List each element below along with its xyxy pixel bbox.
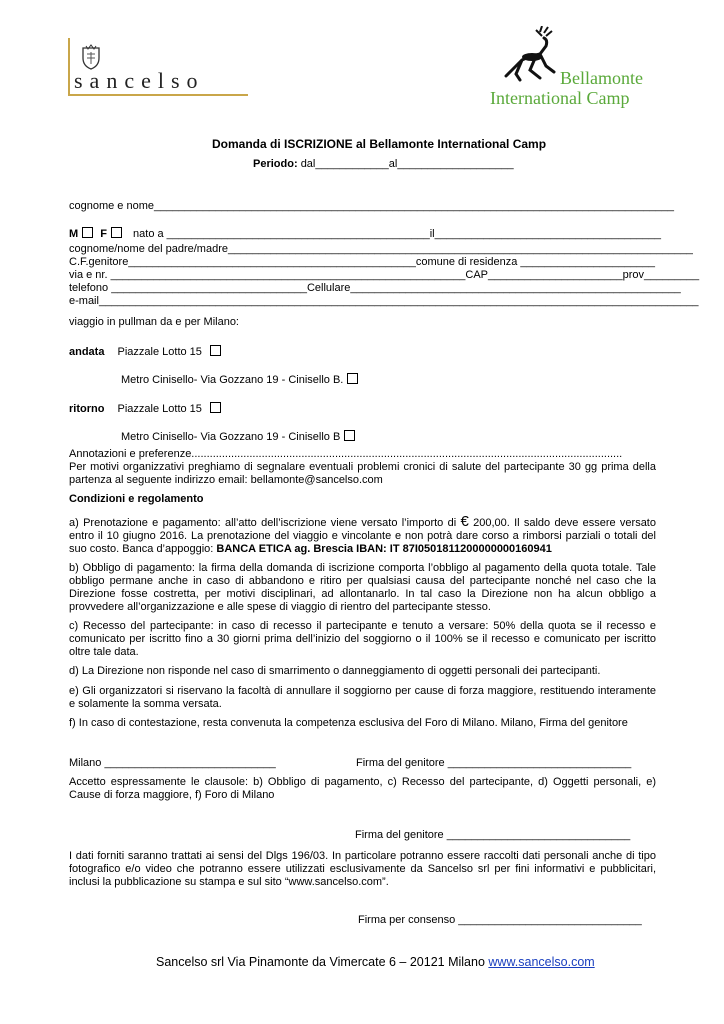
condition-a <box>69 515 656 556</box>
period-field[interactable]: dal____________al___________________ <box>300 158 514 170</box>
return-lotto-checkbox[interactable] <box>210 402 221 413</box>
logo-title-line1: Bellamonte <box>560 68 643 88</box>
return-option-lotto: Piazzale Lotto 15 <box>117 403 202 415</box>
return-option-cinisello: Metro Cinisello- Via Gozzano 19 - Cinisello B <box>121 431 341 443</box>
logo-title-line2: International Camp <box>490 88 630 108</box>
surname-name-field[interactable]: cognome e nome_____________________________________________________________________________________ <box>69 200 674 212</box>
outbound-row-1 <box>69 345 221 358</box>
condition-b: b) Obbligo di pagamento: la firma della domanda di iscrizione comporta l’obbligo al pagamento della quota totale. Tale obbligo permane anche in caso di abbandono e ritiro per qualsiasi causa del partecipante nonché nel caso che la Direzione fosse costretta, per motivi disciplinari, ad allontanarlo. In tal caso la Direzione non ha alcun obbligo a provvedere all’organizzazione e alle spese di viaggio di rientro del partecipante stesso. <box>69 562 656 613</box>
outbound-lotto-checkbox[interactable] <box>210 345 221 356</box>
return-row-2 <box>121 430 355 443</box>
phone-field[interactable]: telefono ________________________________Cellulare______________________________________________________ <box>69 282 681 294</box>
return-label: ritorno <box>69 403 105 415</box>
privacy-note: I dati forniti saranno trattati ai sensi del Dlgs 196/03. In particolare potranno essere raccolti dati personali anche di tipo fotografico e/o video che potranno essere utilizzati esclusivamente da Sancelso srl per fini informativi e pubblicitari, inclusi la pubblicazione su stampa e sul sito “www.sancelso.com”. <box>69 850 656 888</box>
condition-a-text2: 200,00. Il saldo deve essere versato entro il 10 giugno 2016. La prenotazione del viaggio e vincolante e non potrà dare corso a rimborsi parziali o totali del suo costo. Banca d’appoggio: <box>69 517 656 555</box>
consent-signature[interactable]: Firma per consenso ______________________________ <box>358 914 642 926</box>
outbound-label: andata <box>69 346 105 358</box>
logo-gold-bar-horizontal <box>68 94 248 96</box>
outbound-cinisello-checkbox[interactable] <box>347 373 358 384</box>
footer <box>156 955 595 969</box>
gender-birth-row <box>69 227 661 240</box>
parent-name-field[interactable]: cognome/nome del padre/madre____________________________________________________________________________ <box>69 243 693 255</box>
address-field[interactable]: via e nr. __________________________________________________________CAP______________________prov_________ <box>69 269 700 281</box>
place-field[interactable]: Milano ____________________________ <box>69 757 276 769</box>
form-title: Domanda di ISCRIZIONE al Bellamonte International Camp <box>212 137 547 151</box>
condition-a-text1: a) Prenotazione e pagamento: all’atto dell’iscrizione viene versato l’importo di <box>69 517 457 529</box>
male-checkbox[interactable] <box>82 227 93 238</box>
footer-address: Sancelso srl Via Pinamonte da Vimercate 6 – 20121 Milano <box>156 955 485 969</box>
male-label: M <box>69 228 79 240</box>
health-note: Per motivi organizzativi preghiamo di segnalare eventuali problemi cronici di salute del partecipante 30 gg prima della partenza al seguente indirizzo email: bellamonte@sancelso.com <box>69 461 656 486</box>
footer-website-link[interactable]: www.sancelso.com <box>488 955 595 969</box>
parent-signature-1[interactable]: Firma del genitore ______________________________ <box>356 757 632 769</box>
annotations-field[interactable]: Annotazioni e preferenze............................................................................................................................................. <box>69 448 623 460</box>
condition-e: e) Gli organizzatori si riservano la facoltà di annullare il soggiorno per cause di forza maggiore, restituendo interamente e solamente la somma versata. <box>69 685 656 710</box>
logo-gold-bar-vertical <box>68 38 70 94</box>
birth-place-date-field[interactable]: nato a ___________________________________________il_____________________________________ <box>133 228 661 240</box>
accept-clauses: Accetto espressamente le clausole: b) Obbligo di pagamento, c) Recesso del partecipante, d) Oggetti personali, e) Cause di forza maggiore, f) Foro di Milano <box>69 776 656 801</box>
tax-code-residence-field[interactable]: C.F.genitore_______________________________________________comune di residenza ______________________ <box>69 256 655 268</box>
euro-icon: € <box>460 513 469 530</box>
outbound-row-2 <box>121 373 358 386</box>
bellamonte-logo <box>490 26 660 116</box>
outbound-option-lotto: Piazzale Lotto 15 <box>117 346 202 358</box>
condition-f: f) In caso di contestazione, resta convenuta la competenza esclusiva del Foro di Milano. Milano, Firma del genitore <box>69 717 628 729</box>
logo-wordmark: sancelso <box>74 68 205 93</box>
female-checkbox[interactable] <box>111 227 122 238</box>
condition-d: d) La Direzione non risponde nel caso di smarrimento o danneggiamento di oggetti personali dei partecipanti. <box>69 665 601 677</box>
email-field[interactable]: e-mail__________________________________________________________________________________________________ <box>69 295 699 307</box>
conditions-heading: Condizioni e regolamento <box>69 493 204 505</box>
period-row <box>253 158 514 170</box>
return-cinisello-checkbox[interactable] <box>344 430 355 441</box>
bank-iban: BANCA ETICA ag. Brescia IBAN: IT 87I0501811200000000160941 <box>216 543 552 555</box>
female-label: F <box>100 228 107 240</box>
bus-intro: viaggio in pullman da e per Milano: <box>69 316 239 328</box>
return-row-1 <box>69 402 221 415</box>
sancelso-logo <box>68 38 250 98</box>
parent-signature-2[interactable]: Firma del genitore ______________________________ <box>355 829 631 841</box>
condition-c: c) Recesso del partecipante: in caso di recesso il partecipante e tenuto a versare: 50% della quota se il recesso e comunicato per iscritto fino a 30 giorni prima dell’inizio del soggiorno o il 100% se il recesso e comunicato per iscritto oltre tale data. <box>69 620 656 658</box>
crest-icon <box>80 44 102 70</box>
outbound-option-cinisello: Metro Cinisello- Via Gozzano 19 - Cinisello B. <box>121 374 344 386</box>
period-label: Periodo: <box>253 158 298 170</box>
